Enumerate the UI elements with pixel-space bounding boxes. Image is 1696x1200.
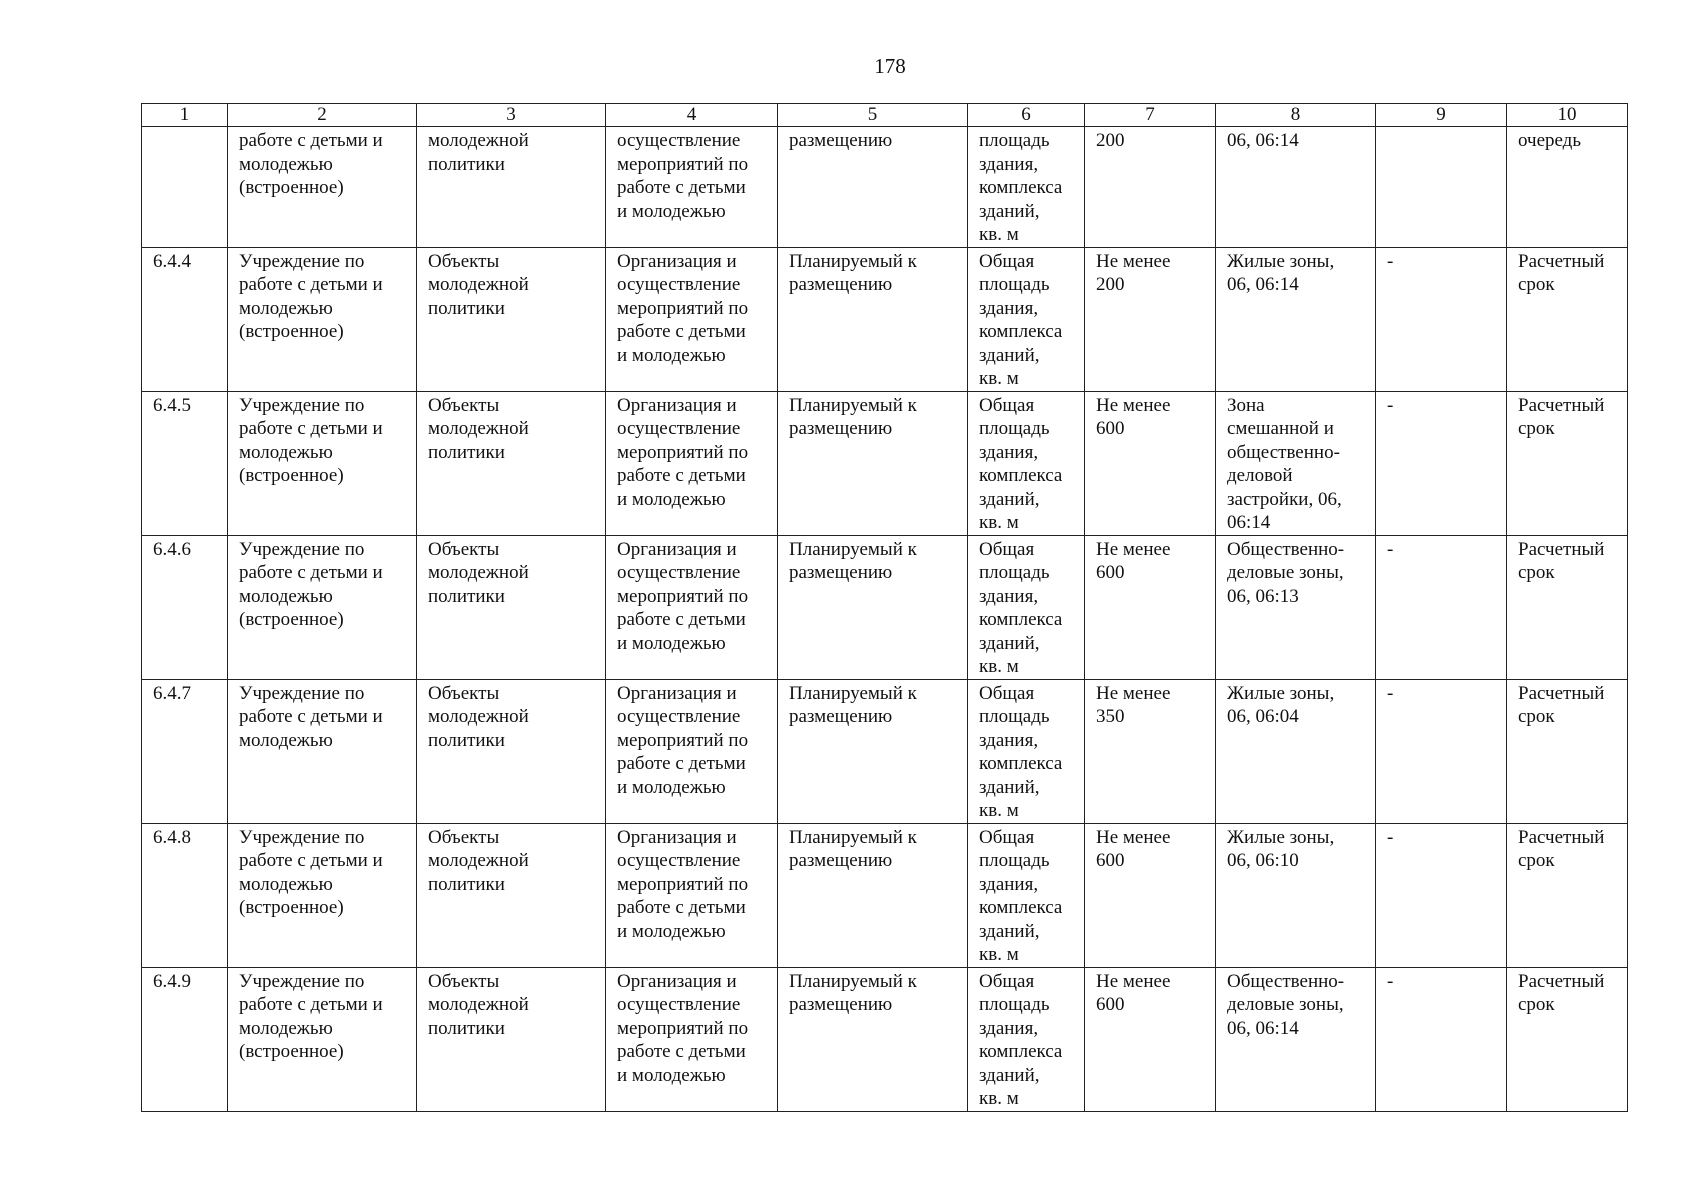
cell-line: Планируемый к — [789, 250, 917, 272]
cell-line: Объекты — [428, 682, 500, 704]
cell-line: площадь — [979, 994, 1050, 1015]
cell-line: здания, — [979, 297, 1039, 319]
cell-purpose — [606, 679, 778, 823]
cell-line: Планируемый к — [789, 394, 917, 416]
cell-line: и молодежью — [617, 632, 726, 654]
cell-status — [778, 127, 968, 248]
cell-line: Учреждение по — [239, 970, 365, 992]
cell-line: очередь — [1518, 130, 1582, 151]
cell-line: зданий, — [979, 920, 1040, 942]
cell-characteristic — [968, 391, 1085, 535]
cell-line: Не менее — [1096, 538, 1171, 560]
cell-line: площадь — [979, 418, 1050, 439]
cell-line: кв. м — [979, 800, 1019, 821]
cell-line: работе с детьми — [617, 609, 746, 630]
cell-value — [1085, 967, 1216, 1111]
cell-line: осуществление — [617, 706, 741, 727]
cell-zone — [1216, 967, 1376, 1111]
cell-line: площадь — [979, 130, 1050, 151]
cell-number — [142, 127, 228, 248]
cell-line: здания, — [979, 873, 1039, 895]
cell-number: 6.4.4 — [142, 247, 228, 391]
cell-line: молодежной — [428, 130, 529, 151]
cell-term — [1507, 679, 1628, 823]
cell-line: молодежной — [428, 562, 529, 583]
cell-line: и молодежью — [617, 200, 726, 222]
cell-line: политики — [428, 153, 505, 175]
cell-col9 — [1376, 127, 1507, 248]
cell-line: здания, — [979, 153, 1039, 175]
cell-line: Общая — [979, 394, 1035, 416]
cell-line: Учреждение по — [239, 538, 365, 560]
cell-value — [1085, 391, 1216, 535]
column-header: 6 — [968, 104, 1085, 127]
cell-col9: - — [1376, 535, 1507, 679]
cell-line: Общая — [979, 250, 1035, 272]
cell-number: 6.4.5 — [142, 391, 228, 535]
cell-line: Расчетный — [1518, 250, 1605, 272]
table-body — [142, 127, 1628, 1112]
cell-line: Объекты — [428, 826, 500, 848]
cell-term — [1507, 535, 1628, 679]
cell-line: Не менее — [1096, 682, 1171, 704]
cell-status — [778, 247, 968, 391]
column-header: 7 — [1085, 104, 1216, 127]
cell-type — [417, 679, 606, 823]
cell-line: (встроенное) — [239, 177, 344, 198]
cell-line: 06, 06:13 — [1227, 585, 1299, 607]
cell-line: зданий, — [979, 1064, 1040, 1086]
cell-line: зданий, — [979, 488, 1040, 510]
cell-zone — [1216, 679, 1376, 823]
cell-term — [1507, 247, 1628, 391]
header-row — [142, 104, 1628, 127]
cell-line: работе с детьми — [617, 321, 746, 342]
table-row — [142, 247, 1628, 391]
cell-line: общественно- — [1227, 441, 1340, 463]
cell-line: Организация и — [617, 826, 737, 848]
cell-line: зданий, — [979, 200, 1040, 222]
cell-name — [228, 967, 417, 1111]
cell-characteristic — [968, 679, 1085, 823]
cell-term — [1507, 967, 1628, 1111]
cell-line: Не менее — [1096, 250, 1171, 272]
cell-line: Расчетный — [1518, 970, 1605, 992]
cell-line: Планируемый к — [789, 826, 917, 848]
cell-status — [778, 679, 968, 823]
table-row — [142, 967, 1628, 1111]
cell-line: 06:14 — [1227, 512, 1271, 533]
cell-value — [1085, 247, 1216, 391]
cell-line: площадь — [979, 706, 1050, 727]
cell-line: кв. м — [979, 224, 1019, 245]
column-header: 1 — [142, 104, 228, 127]
column-header: 10 — [1507, 104, 1628, 127]
cell-line: зданий, — [979, 776, 1040, 798]
cell-line: смешанной и — [1227, 418, 1334, 439]
cell-col9: - — [1376, 679, 1507, 823]
cell-zone — [1216, 823, 1376, 967]
cell-term — [1507, 823, 1628, 967]
cell-status — [778, 535, 968, 679]
cell-characteristic — [968, 127, 1085, 248]
cell-line: молодежью — [239, 1017, 333, 1039]
cell-line: осуществление — [617, 274, 741, 295]
column-header: 8 — [1216, 104, 1376, 127]
cell-line: Расчетный — [1518, 538, 1605, 560]
cell-line: молодежью — [239, 873, 333, 895]
cell-zone — [1216, 535, 1376, 679]
cell-number: 6.4.6 — [142, 535, 228, 679]
cell-line: работе с детьми и — [239, 562, 383, 583]
column-header: 9 — [1376, 104, 1507, 127]
cell-col9: - — [1376, 967, 1507, 1111]
cell-line: 06, 06:04 — [1227, 706, 1299, 727]
column-header: 4 — [606, 104, 778, 127]
cell-line: и молодежью — [617, 344, 726, 366]
cell-line: молодежной — [428, 850, 529, 871]
cell-line: (встроенное) — [239, 609, 344, 630]
cell-line: здания, — [979, 585, 1039, 607]
cell-line: молодежью — [239, 729, 333, 751]
cell-line: Организация и — [617, 538, 737, 560]
cell-type — [417, 823, 606, 967]
cell-line: комплекса — [979, 753, 1063, 774]
cell-line: здания, — [979, 729, 1039, 751]
cell-line: размещению — [789, 418, 893, 439]
cell-line: комплекса — [979, 465, 1063, 486]
cell-line: политики — [428, 729, 505, 751]
cell-line: срок — [1518, 418, 1555, 439]
cell-number: 6.4.9 — [142, 967, 228, 1111]
cell-line: Общественно- — [1227, 970, 1345, 992]
cell-name — [228, 247, 417, 391]
cell-line: работе с детьми и — [239, 850, 383, 871]
cell-line: Организация и — [617, 250, 737, 272]
cell-line: зданий, — [979, 344, 1040, 366]
table-row — [142, 391, 1628, 535]
column-header: 5 — [778, 104, 968, 127]
cell-line: 06, 06:14 — [1227, 130, 1299, 151]
cell-line: работе с детьми и — [239, 706, 383, 727]
cell-purpose — [606, 535, 778, 679]
cell-line: кв. м — [979, 944, 1019, 965]
cell-line: застройки, 06, — [1227, 488, 1342, 510]
cell-line: Не менее — [1096, 394, 1171, 416]
cell-col9: - — [1376, 391, 1507, 535]
cell-line: Общая — [979, 970, 1035, 992]
cell-term — [1507, 391, 1628, 535]
cell-line: мероприятий по — [617, 585, 749, 607]
cell-name — [228, 535, 417, 679]
cell-line: осуществление — [617, 418, 741, 439]
column-header: 3 — [417, 104, 606, 127]
cell-line: Расчетный — [1518, 826, 1605, 848]
cell-type — [417, 247, 606, 391]
cell-line: мероприятий по — [617, 441, 749, 463]
cell-line: Планируемый к — [789, 682, 917, 704]
cell-line: размещению — [789, 274, 893, 295]
cell-line: осуществление — [617, 850, 741, 871]
page-number: 178 — [874, 54, 906, 78]
cell-line: молодежью — [239, 153, 333, 175]
cell-line: (встроенное) — [239, 465, 344, 486]
cell-line: работе с детьми и — [239, 994, 383, 1015]
cell-line: 600 — [1096, 562, 1125, 583]
cell-zone — [1216, 247, 1376, 391]
cell-line: и молодежью — [617, 776, 726, 798]
cell-line: срок — [1518, 706, 1555, 727]
cell-line: Не менее — [1096, 970, 1171, 992]
cell-line: размещению — [789, 130, 893, 151]
cell-line: Общественно- — [1227, 538, 1345, 560]
cell-line: здания, — [979, 441, 1039, 463]
cell-line: молодежной — [428, 994, 529, 1015]
cell-type — [417, 391, 606, 535]
cell-line: Расчетный — [1518, 682, 1605, 704]
cell-line: комплекса — [979, 609, 1063, 630]
cell-zone — [1216, 391, 1376, 535]
cell-line: Общая — [979, 538, 1035, 560]
cell-line: 06, 06:10 — [1227, 850, 1299, 871]
cell-line: срок — [1518, 562, 1555, 583]
cell-line: Не менее — [1096, 826, 1171, 848]
cell-status — [778, 391, 968, 535]
cell-name — [228, 823, 417, 967]
cell-line: политики — [428, 873, 505, 895]
cell-line: работе с детьми и — [239, 130, 383, 151]
cell-characteristic — [968, 967, 1085, 1111]
cell-line: молодежной — [428, 274, 529, 295]
cell-line: комплекса — [979, 1041, 1063, 1062]
cell-line: здания, — [979, 1017, 1039, 1039]
cell-line: работе с детьми и — [239, 418, 383, 439]
cell-line: размещению — [789, 706, 893, 727]
cell-number: 6.4.7 — [142, 679, 228, 823]
cell-line: мероприятий по — [617, 153, 749, 175]
cell-line: осуществление — [617, 562, 741, 583]
cell-line: политики — [428, 297, 505, 319]
cell-line: комплекса — [979, 897, 1063, 918]
cell-line: Организация и — [617, 970, 737, 992]
cell-line: Общая — [979, 826, 1035, 848]
cell-line: 200 — [1096, 130, 1125, 151]
cell-name — [228, 679, 417, 823]
cell-line: мероприятий по — [617, 1017, 749, 1039]
cell-line: мероприятий по — [617, 729, 749, 751]
cell-line: молодежью — [239, 441, 333, 463]
cell-line: 600 — [1096, 418, 1125, 439]
cell-line: Объекты — [428, 250, 500, 272]
cell-line: зданий, — [979, 632, 1040, 654]
cell-line: размещению — [789, 562, 893, 583]
cell-line: срок — [1518, 274, 1555, 295]
cell-line: Общая — [979, 682, 1035, 704]
cell-purpose — [606, 967, 778, 1111]
cell-line: Учреждение по — [239, 394, 365, 416]
cell-line: 600 — [1096, 850, 1125, 871]
cell-line: осуществление — [617, 130, 741, 151]
cell-line: 600 — [1096, 994, 1125, 1015]
cell-line: Учреждение по — [239, 682, 365, 704]
cell-line: работе с детьми — [617, 1041, 746, 1062]
cell-line: деловой — [1227, 465, 1293, 486]
cell-line: комплекса — [979, 321, 1063, 342]
table-row — [142, 679, 1628, 823]
cell-status — [778, 967, 968, 1111]
cell-line: Планируемый к — [789, 970, 917, 992]
cell-line: Объекты — [428, 538, 500, 560]
cell-line: площадь — [979, 562, 1050, 583]
cell-line: 350 — [1096, 706, 1125, 727]
cell-type — [417, 127, 606, 248]
cell-line: комплекса — [979, 177, 1063, 198]
cell-characteristic — [968, 535, 1085, 679]
cell-line: молодежью — [239, 585, 333, 607]
cell-status — [778, 823, 968, 967]
cell-line: площадь — [979, 850, 1050, 871]
cell-line: срок — [1518, 994, 1555, 1015]
cell-line: мероприятий по — [617, 873, 749, 895]
cell-purpose — [606, 391, 778, 535]
cell-line: работе с детьми — [617, 177, 746, 198]
cell-line: размещению — [789, 850, 893, 871]
cell-line: Организация и — [617, 682, 737, 704]
cell-term — [1507, 127, 1628, 248]
cell-line: мероприятий по — [617, 297, 749, 319]
cell-line: Планируемый к — [789, 538, 917, 560]
cell-line: деловые зоны, — [1227, 562, 1344, 583]
cell-line: работе с детьми и — [239, 274, 383, 295]
cell-value — [1085, 535, 1216, 679]
cell-col9: - — [1376, 247, 1507, 391]
cell-type — [417, 535, 606, 679]
table-row — [142, 127, 1628, 248]
cell-line: Зона — [1227, 394, 1265, 416]
cell-line: и молодежью — [617, 920, 726, 942]
table-row — [142, 535, 1628, 679]
cell-line: молодежью — [239, 297, 333, 319]
cell-line: Жилые зоны, — [1227, 250, 1335, 272]
cell-purpose — [606, 823, 778, 967]
column-header: 2 — [228, 104, 417, 127]
cell-line: политики — [428, 441, 505, 463]
cell-line: осуществление — [617, 994, 741, 1015]
cell-line: Учреждение по — [239, 826, 365, 848]
table-row — [142, 823, 1628, 967]
cell-line: Организация и — [617, 394, 737, 416]
cell-characteristic — [968, 247, 1085, 391]
cell-line: и молодежью — [617, 488, 726, 510]
cell-name — [228, 391, 417, 535]
planning-table — [141, 103, 1628, 1112]
cell-line: работе с детьми — [617, 753, 746, 774]
cell-line: (встроенное) — [239, 897, 344, 918]
cell-line: срок — [1518, 850, 1555, 871]
cell-line: Объекты — [428, 970, 500, 992]
cell-characteristic — [968, 823, 1085, 967]
cell-line: 06, 06:14 — [1227, 1017, 1299, 1039]
cell-line: площадь — [979, 274, 1050, 295]
cell-line: кв. м — [979, 1088, 1019, 1109]
cell-line: деловые зоны, — [1227, 994, 1344, 1015]
cell-line: 200 — [1096, 274, 1125, 295]
cell-line: (встроенное) — [239, 1041, 344, 1062]
cell-line: кв. м — [979, 512, 1019, 533]
cell-line: Жилые зоны, — [1227, 826, 1335, 848]
cell-number: 6.4.8 — [142, 823, 228, 967]
cell-line: 06, 06:14 — [1227, 274, 1299, 295]
cell-line: Объекты — [428, 394, 500, 416]
cell-line: кв. м — [979, 368, 1019, 389]
cell-value — [1085, 823, 1216, 967]
cell-value — [1085, 127, 1216, 248]
cell-purpose — [606, 127, 778, 248]
cell-line: Жилые зоны, — [1227, 682, 1335, 704]
cell-line: работе с детьми — [617, 465, 746, 486]
cell-line: и молодежью — [617, 1064, 726, 1086]
cell-line: работе с детьми — [617, 897, 746, 918]
cell-line: (встроенное) — [239, 321, 344, 342]
cell-purpose — [606, 247, 778, 391]
cell-col9: - — [1376, 823, 1507, 967]
cell-line: Учреждение по — [239, 250, 365, 272]
cell-type — [417, 967, 606, 1111]
cell-zone — [1216, 127, 1376, 248]
cell-line: политики — [428, 585, 505, 607]
cell-line: молодежной — [428, 418, 529, 439]
cell-name — [228, 127, 417, 248]
cell-line: размещению — [789, 994, 893, 1015]
cell-line: кв. м — [979, 656, 1019, 677]
cell-line: молодежной — [428, 706, 529, 727]
cell-line: политики — [428, 1017, 505, 1039]
cell-value — [1085, 679, 1216, 823]
cell-line: Расчетный — [1518, 394, 1605, 416]
